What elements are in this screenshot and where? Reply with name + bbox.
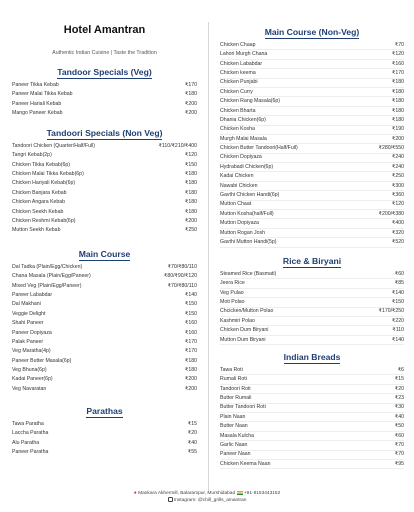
menu-item-price: ₹120 [185, 152, 197, 159]
menu-item-price: ₹160 [392, 60, 404, 67]
menu-item-name: Mutton Kosha(half/Full) [220, 210, 274, 217]
menu-item [12, 385, 197, 394]
item-list [12, 81, 197, 119]
footer-social-line [0, 497, 414, 504]
menu-item [220, 107, 404, 116]
menu-item [220, 88, 404, 97]
menu-item [220, 336, 404, 345]
menu-item-name: Chicken keema [220, 69, 256, 76]
menu-item [12, 227, 197, 236]
menu-item-price: ₹180 [185, 170, 197, 177]
menu-item-name: Kashmiri Polao [220, 317, 255, 324]
menu-item-name: Veggie Delight [12, 310, 46, 317]
menu-item [12, 81, 197, 90]
footer-contact-line [0, 490, 414, 497]
menu-item-price: ₹250 [392, 173, 404, 180]
menu-item [220, 298, 404, 307]
menu-item-price: ₹240 [392, 154, 404, 161]
menu-item [12, 208, 197, 217]
menu-item-price: ₹120 [392, 201, 404, 208]
menu-item-price: ₹70/₹80/110 [167, 263, 197, 270]
menu-item-price: ₹170 [185, 338, 197, 345]
menu-item-price: ₹300 [392, 182, 404, 189]
menu-item [220, 366, 404, 375]
menu-item-name: Dhania Chicken(6p) [220, 116, 266, 123]
menu-item [220, 201, 404, 210]
menu-item-name: Paneer Malai Tikka Kebab [12, 91, 73, 98]
menu-item [220, 451, 404, 460]
menu-item-name: Chicken Kosha [220, 126, 255, 133]
menu-item [220, 69, 404, 78]
menu-item-name: Gavthi Chicken Handi(6p) [220, 192, 280, 199]
menu-item-name: Paneer Paratha [12, 448, 49, 455]
menu-item [220, 289, 404, 298]
menu-item [220, 317, 404, 326]
menu-item-price: ₹85 [394, 280, 404, 287]
menu-item [220, 116, 404, 125]
menu-item [220, 441, 404, 450]
item-list [220, 270, 404, 345]
menu-item-price: ₹200 [185, 217, 197, 224]
menu-item [12, 319, 197, 328]
menu-item [220, 432, 404, 441]
section-title: Indian Breads [283, 352, 341, 362]
section-title: Rice & Biryani [282, 256, 342, 266]
menu-item [12, 263, 197, 272]
menu-item-name: Mutton Dopiyaza [220, 220, 259, 227]
menu-item-price: ₹180 [185, 91, 197, 98]
menu-item-name: Chicken Keema Naan [220, 460, 271, 467]
menu-item [12, 180, 197, 189]
menu-item [12, 189, 197, 198]
menu-item-name: Paneer Dopiyaza [12, 329, 52, 336]
menu-item-name: Chana Masala (Plain/Egg/Paneer) [12, 273, 91, 280]
menu-item-price: ₹180 [392, 107, 404, 114]
menu-item [12, 90, 197, 99]
menu-item-name: Tandoori Roti [220, 385, 251, 392]
menu-item [12, 100, 197, 109]
menu-item-price: ₹200 [185, 376, 197, 383]
menu-item-price: ₹20 [394, 385, 404, 392]
menu-item [12, 170, 197, 179]
menu-item-name: Paneer Naan [220, 451, 251, 458]
menu-item-name: Rumali Roti [220, 376, 247, 383]
menu-item-price: ₹160 [185, 329, 197, 336]
item-list [220, 41, 404, 248]
menu-item [12, 142, 197, 151]
menu-item [220, 172, 404, 181]
menu-item-name: Steamed Rice (Basmati) [220, 270, 277, 277]
menu-item-price: ₹120 [392, 51, 404, 58]
menu-item-name: Dal Tadka (Plain/Egg/Chicken) [12, 263, 83, 270]
menu-item-price: ₹220 [392, 317, 404, 324]
menu-item-name: Tawa Roti [220, 366, 243, 373]
menu-item-price: ₹240 [392, 163, 404, 170]
menu-item-price: ₹170 [392, 69, 404, 76]
menu-item-price: ₹70/₹80/110 [167, 282, 197, 289]
menu-item-price: ₹60 [394, 270, 404, 277]
menu-item-price: ₹60 [394, 432, 404, 439]
menu-item [220, 279, 404, 288]
menu-item [220, 460, 404, 469]
menu-item-name: Veg Maratha(4p) [12, 348, 51, 355]
menu-item-name: Chicken Dopiyaza [220, 154, 262, 161]
menu-item-name: Chicken Lababdar [220, 60, 263, 67]
menu-item-name: Chicken Dum Biryani [220, 327, 269, 334]
menu-item-name: Jeera Rice [220, 280, 245, 287]
menu-item-price: ₹180 [392, 79, 404, 86]
menu-item [220, 229, 404, 238]
menu-item [12, 291, 197, 300]
menu-item [12, 109, 197, 118]
menu-item-price: ₹180 [185, 180, 197, 187]
menu-item [220, 97, 404, 106]
menu-item-name: Chicken Hariyali Kebab(6p) [12, 180, 76, 187]
menu-item-name: Gavthi Mutton Handi(5p) [220, 239, 277, 245]
menu-item-name: Paneer Hariali Kebab [12, 100, 62, 107]
menu-item-price: ₹15 [187, 420, 197, 427]
hotel-tagline: Authentic Indian Cuisine | Taste the Tradition [52, 50, 157, 56]
menu-item [220, 182, 404, 191]
menu-item-name: Kadai Paneer(6p) [12, 376, 53, 383]
menu-item-name: Paneer Tikka Kebab [12, 81, 59, 88]
menu-item-name: Chicken Butter Tandoori(Half/Full) [220, 145, 298, 152]
menu-item-name: Chicken Malai Tikka Kebab(6p) [12, 170, 84, 177]
menu-item-price: ₹520 [392, 239, 404, 245]
menu-item-price: ₹180 [185, 357, 197, 364]
menu-item [220, 270, 404, 279]
instagram-icon [168, 497, 173, 502]
menu-item-name: Mutton Chaat [220, 201, 252, 208]
menu-item [220, 191, 404, 200]
menu-item-name: Chicken Tikka Kebab(6p) [12, 161, 70, 168]
menu-item-price: ₹200 [185, 385, 197, 392]
menu-item-price: ₹200 [392, 135, 404, 142]
menu-item-name: Butter Tandoori Roti [220, 404, 266, 411]
menu-item-price: ₹200 [185, 109, 197, 116]
menu-item [220, 163, 404, 172]
menu-item-price: ₹180 [185, 199, 197, 206]
section-main-course-nonveg [220, 26, 404, 248]
menu-item-price: ₹80/₹90/₹120 [164, 273, 197, 280]
menu-item [12, 329, 197, 338]
menu-item-price: ₹180 [185, 367, 197, 374]
menu-item [220, 394, 404, 403]
footer-phone: +91-9153443152 [243, 491, 281, 496]
menu-item-price: ₹170 [185, 81, 197, 88]
menu-item-price: ₹55 [187, 448, 197, 455]
item-list [220, 366, 404, 469]
menu-item [12, 310, 197, 319]
menu-item-name: Moti Polao [220, 298, 245, 305]
menu-item-price: ₹150 [392, 298, 404, 305]
menu-item-price: ₹180 [392, 116, 404, 123]
menu-item-name: Kadai Chicken [220, 173, 254, 180]
menu-item-name: Chicken Punjabi [220, 79, 258, 86]
menu-item-price: ₹140 [185, 291, 197, 298]
menu-item-price: ₹70 [394, 451, 404, 458]
menu-item-name: Palak Paneer [12, 338, 44, 345]
menu-item-name: Chicken Angara Kebab [12, 199, 66, 206]
menu-item [220, 126, 404, 135]
india-flag-icon [237, 491, 243, 495]
menu-item-name: Chicken Bharta [220, 107, 256, 114]
menu-item-price: ₹50 [394, 423, 404, 430]
menu-item [12, 429, 197, 438]
menu-item-name: Chicken Reshmi Kebab(6p) [12, 217, 76, 224]
menu-item [12, 357, 197, 366]
menu-item-price: ₹160 [185, 320, 197, 327]
menu-item-price: ₹150 [185, 310, 197, 317]
menu-item [12, 366, 197, 375]
menu-item-name: Laccha Paratha [12, 430, 49, 437]
menu-item [12, 448, 197, 457]
menu-item-name: Tangri Kebab(2p) [12, 152, 52, 159]
section-tandoor-veg [12, 66, 197, 119]
section-indian-breads [220, 351, 404, 469]
menu-item-price: ₹40 [187, 439, 197, 446]
menu-item-price: ₹200 [185, 100, 197, 107]
menu-item-price: ₹400 [392, 220, 404, 227]
menu-item [220, 413, 404, 422]
menu-item [12, 338, 197, 347]
item-list [12, 420, 197, 458]
menu-item-name: Shahi Paneer [12, 320, 44, 327]
section-rice-biryani [220, 255, 404, 345]
section-title: Tandoor Specials (Veg) [57, 67, 152, 77]
menu-item-price: ₹6 [397, 366, 404, 373]
menu-item-price: ₹180 [185, 208, 197, 215]
section-title: Tandoori Specials (Non Veg) [46, 128, 163, 138]
menu-item-price: ₹250 [185, 227, 197, 234]
menu-item-name: Plain Naan [220, 413, 246, 420]
menu-item-name: Chicken Banjara Kebab [12, 189, 67, 196]
menu-item-name: Mutton Seekh Kebab [12, 227, 61, 234]
menu-item-price: ₹110 [392, 327, 404, 334]
menu-item-price: ₹280/₹550 [378, 145, 404, 152]
menu-item-name: Chcicken/Mutton Polao [220, 308, 274, 315]
menu-item-price: ₹200/₹380 [378, 210, 404, 217]
menu-item [220, 385, 404, 394]
menu-item-price: ₹360 [392, 192, 404, 199]
menu-item [12, 161, 197, 170]
menu-item-name: Mutton Rogan Josh [220, 229, 265, 236]
section-title: Main Course (Non-Veg) [264, 27, 360, 37]
menu-item [220, 375, 404, 384]
menu-item [220, 135, 404, 144]
menu-item-name: Butter Naan [220, 423, 248, 430]
menu-item-price: ₹180 [185, 189, 197, 196]
menu-item-name: Nawabi Chicken [220, 182, 258, 189]
section-main-course [12, 248, 197, 394]
menu-item-price: ₹140 [392, 289, 404, 296]
menu-item-name: Lahori Murgh Chana [220, 51, 268, 58]
menu-item-price: ₹150 [185, 161, 197, 168]
section-parathas [12, 405, 197, 458]
menu-item-price: ₹110/₹210/₹400 [158, 142, 197, 149]
section-title: Main Course [78, 249, 131, 259]
menu-item-name: Mutton Dum Biryani [220, 336, 266, 343]
menu-item-price: ₹23 [394, 394, 404, 401]
menu-item [12, 272, 197, 281]
menu-item-price: ₹70 [394, 41, 404, 48]
menu-item-name: Dal Makhani [12, 301, 41, 308]
item-list [12, 142, 197, 236]
menu-item-price: ₹15 [394, 376, 404, 383]
menu-item-price: ₹95 [394, 460, 404, 467]
menu-item [12, 151, 197, 160]
menu-item [220, 238, 404, 247]
menu-item-name: Veg Bhuna(6p) [12, 367, 47, 374]
menu-item-price: ₹40 [394, 413, 404, 420]
location-pin-icon: ● [133, 490, 137, 496]
menu-item [12, 282, 197, 291]
menu-item [220, 308, 404, 317]
column-divider [208, 22, 209, 492]
menu-item-name: Chicken Chaap [220, 41, 256, 48]
menu-item [12, 348, 197, 357]
menu-item [220, 422, 404, 431]
footer-address: Mankara Akhermill, Balarampur, Murshidabad [138, 491, 236, 496]
menu-item-name: Paneer Butter Masala(6p) [12, 357, 72, 364]
menu-item-name: Hydrabadi Chicken(6p) [220, 163, 274, 170]
menu-item [220, 79, 404, 88]
menu-item [220, 326, 404, 335]
menu-item [12, 198, 197, 207]
menu-item [12, 301, 197, 310]
menu-item [12, 439, 197, 448]
menu-item-name: Veg Pulao [220, 289, 244, 296]
footer [0, 490, 414, 504]
menu-item [220, 404, 404, 413]
menu-item-name: Veg Navaratan [12, 385, 47, 392]
menu-item-name: Chicken Rang Masala(6p) [220, 98, 280, 105]
menu-item-price: ₹70 [394, 441, 404, 448]
section-tandoori-nonveg [12, 127, 197, 236]
menu-item [220, 60, 404, 69]
menu-item [12, 420, 197, 429]
menu-item [220, 219, 404, 228]
menu-item-name: Chicken Curry [220, 88, 253, 95]
menu-item-price: ₹190 [392, 126, 404, 133]
menu-item-price: ₹140 [392, 336, 404, 343]
menu-item-name: Mango Paneer Kebab [12, 109, 63, 116]
menu-item [220, 41, 404, 50]
section-title: Parathas [86, 406, 123, 416]
menu-item-name: Masala Kulcha [220, 432, 255, 439]
menu-item [220, 50, 404, 59]
menu-item-price: ₹170 [185, 348, 197, 355]
footer-instagram: Instagram: @chill_grills_amantran [173, 498, 247, 503]
menu-item-price: ₹150 [185, 301, 197, 308]
menu-item [220, 154, 404, 163]
menu-item-name: Mixed Veg (Plain/Egg/Paneer) [12, 282, 82, 289]
menu-item-name: Butter Rumali [220, 394, 252, 401]
hotel-name: Hotel Amantran [63, 24, 146, 36]
menu-item-name: Chicken Seekh Kebab [12, 208, 64, 215]
menu-item-price: ₹30 [394, 404, 404, 411]
menu-item-name: Murgh Malai Masala [220, 135, 267, 142]
menu-item-name: Garlic Naan [220, 441, 248, 448]
menu-item-name: Paneer Lababdar [12, 291, 53, 298]
menu-item [12, 376, 197, 385]
menu-item [220, 210, 404, 219]
item-list [12, 263, 197, 394]
menu-item-name: Tandoori Chicken (Quarter/Half/Full) [12, 142, 96, 149]
menu-item-price: ₹180 [392, 98, 404, 105]
menu-item [220, 144, 404, 153]
menu-item-price: ₹20 [187, 430, 197, 437]
menu-item-price: ₹170/₹250 [378, 308, 404, 315]
menu-item [12, 217, 197, 226]
menu-item-name: Tawa Paratha [12, 420, 44, 427]
menu-item-price: ₹180 [392, 88, 404, 95]
menu-item-price: ₹320 [392, 229, 404, 236]
menu-item-name: Alu Paratha [12, 439, 40, 446]
